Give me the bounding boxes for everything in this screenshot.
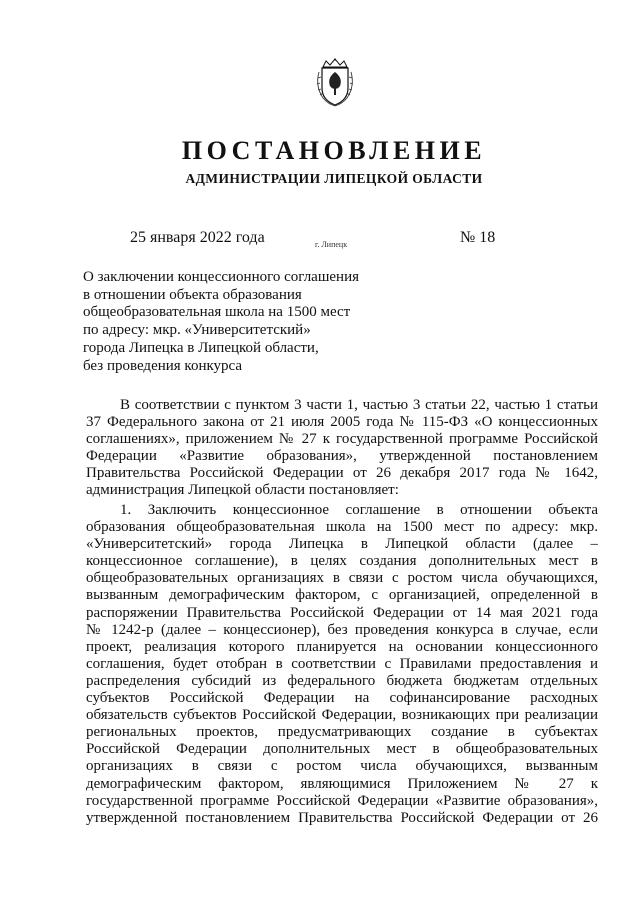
subject-line: города Липецка в Липецкой области, [83, 339, 319, 356]
text-line: Федерации «Развитие образования», утвержденной постановлением [86, 448, 598, 465]
text-line: «Университетский» города Липецка в Липецкой области (далее – [86, 536, 598, 553]
subject-line: в отношении объекта образования [83, 286, 302, 303]
text-line: соглашения, будет отобран в соответствии с Правилами предоставления и [86, 655, 598, 672]
text-line: государственной программе Российской Федерации «Развитие образования», [86, 792, 598, 809]
text-line: вызванным демографическим фактором, с организацией, определенной в [86, 587, 598, 604]
document-date: 25 января 2022 года [130, 229, 265, 246]
text-line: Правительства Российской Федерации от 26 декабря 2017 года № 1642, [86, 465, 598, 482]
text-line: администрация Липецкой области постановляет: [86, 482, 399, 499]
text-line: Российской Федерации дополнительных мест в общеобразовательных [86, 741, 598, 758]
issuing-authority: АДМИНИСТРАЦИИ ЛИПЕЦКОЙ ОБЛАСТИ [185, 171, 483, 186]
text-line: субъектов Российской Федерации на софинансирование расходных [86, 690, 598, 707]
text-line: обязательств субъектов Российской Федерации, возникающих при реализации [86, 707, 598, 724]
coat-of-arms-emblem [313, 58, 357, 108]
text-line: концессионное соглашение), в целях создания дополнительных мест в [86, 553, 598, 570]
preamble-paragraph [86, 397, 598, 500]
subject-line: О заключении концессионного соглашения [83, 269, 359, 285]
subject-line: общеобразовательная школа на 1500 мест [83, 304, 351, 321]
text-line: демографическим фактором, являющимися Приложением № 27 к [86, 775, 598, 792]
clause-1-paragraph [86, 502, 598, 827]
text-line: региональных проектов, предусматривающих создание в субъектах [86, 724, 598, 741]
text-line: распоряжении Правительства Российской Федерации от 14 мая 2021 года [86, 604, 598, 621]
subject-line: без проведения конкурса [83, 357, 243, 374]
text-line: 37 Федерального закона от 21 июля 2005 года № 115-ФЗ «О концессионных [86, 414, 598, 431]
text-line: соглашениях», приложением № 27 к государственной программе Российской [86, 431, 598, 448]
subject-line: по адресу: мкр. «Университетский» [83, 322, 311, 339]
text-line: утвержденной постановлением Правительства Российской Федерации от 26 [86, 809, 598, 826]
document-number: № 18 [460, 229, 496, 246]
document-title: ПОСТАНОВЛЕНИЕ [181, 136, 487, 165]
text-line: проект, реализация которого планируется на основании концессионного [86, 638, 598, 655]
text-line: организациях в связи с ростом числа обучающихся, вызванным [86, 758, 598, 775]
text-line: 1. Заключить концессионное соглашение в отношении объекта [120, 502, 598, 518]
document-subject [83, 269, 403, 375]
text-line: общеобразовательных организациях в связи с ростом числа обучающихся, [86, 570, 598, 587]
text-line: В соответствии с пунктом 3 части 1, частью 3 статьи 22, частью 1 статьи [120, 397, 598, 413]
text-line: распределения субсидий из федерального бюджета бюджетам отдельных [86, 672, 598, 689]
document-city: г. Липецк [315, 240, 348, 249]
text-line: № 1242-р (далее – концессионер), без проведения конкурса в случае, если [86, 621, 598, 638]
text-line: образования общеобразовательная школа на 1500 мест по адресу: мкр. [86, 519, 598, 536]
